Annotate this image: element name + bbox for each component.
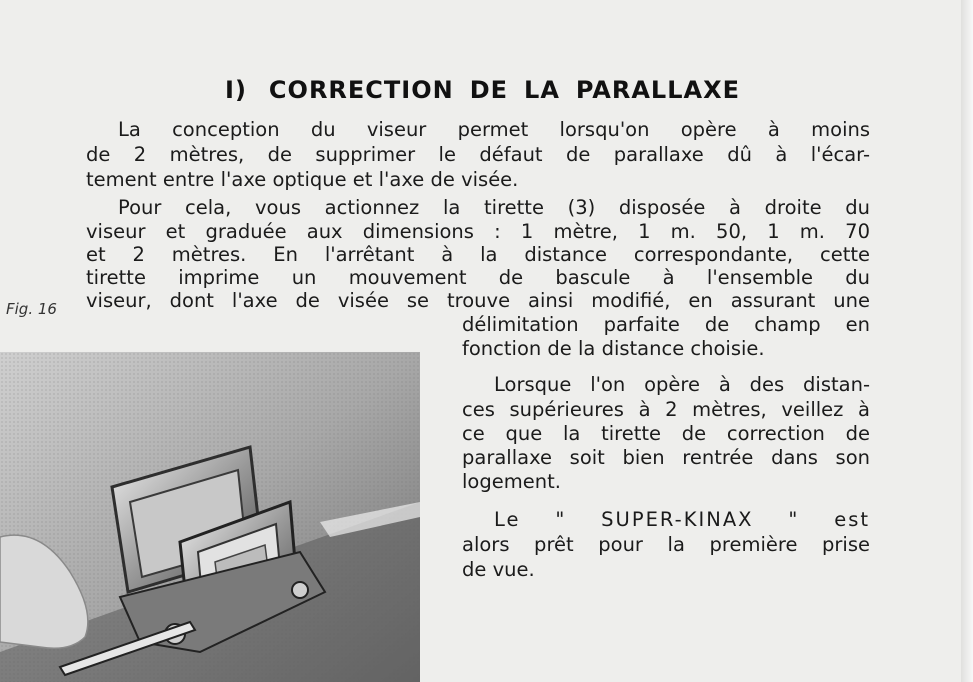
- paragraph-line: logement.: [462, 470, 561, 493]
- paragraph-line: parallaxe soit bien rentrée dans son: [462, 446, 870, 469]
- section-heading: [0, 76, 973, 104]
- paragraph-line: de 2 mètres, de supprimer le défaut de parallaxe dû à l'écar-: [86, 143, 870, 166]
- paragraph-line: viseur, dont l'axe de visée se trouve ainsi modifié, en assurant une: [86, 289, 870, 312]
- paragraph-line: ces supérieures à 2 mètres, veillez à: [462, 398, 870, 421]
- paragraph-line: délimitation parfaite de champ en: [462, 313, 870, 336]
- paragraph-line: tirette imprime un mouvement de bascule à l'ensemble du: [86, 266, 870, 289]
- paragraph-line: de vue.: [462, 558, 535, 581]
- paragraph-line: Lorsque l'on opère à des distan-: [494, 373, 870, 396]
- heading-number: I): [225, 76, 247, 104]
- heading-word: DE: [469, 76, 509, 104]
- viewfinder-photo: [0, 352, 420, 682]
- paragraph-line: viseur et graduée aux dimensions : 1 mètre, 1 m. 50, 1 m. 70: [86, 220, 870, 243]
- paragraph-line: et 2 mètres. En l'arrêtant à la distance correspondante, cette: [86, 243, 870, 266]
- paragraph-line: alors prêt pour la première prise: [462, 533, 870, 556]
- paragraph-line: tement entre l'axe optique et l'axe de visée.: [86, 168, 519, 191]
- figure-label: Fig. 16: [6, 300, 57, 318]
- heading-word: LA: [524, 76, 560, 104]
- paragraph-line: La conception du viseur permet lorsqu'on opère à moins: [118, 118, 870, 141]
- paragraph-line: fonction de la distance choisie.: [462, 337, 765, 360]
- paragraph-line: ce que la tirette de correction de: [462, 422, 870, 445]
- heading-word: PARALLAXE: [575, 76, 740, 104]
- paragraph-line: Pour cela, vous actionnez la tirette (3) disposée à droite du: [118, 196, 870, 219]
- heading-word: CORRECTION: [268, 76, 454, 104]
- page-edge: [961, 0, 973, 682]
- paragraph-line: Le " SUPER-KINAX " est: [494, 508, 870, 531]
